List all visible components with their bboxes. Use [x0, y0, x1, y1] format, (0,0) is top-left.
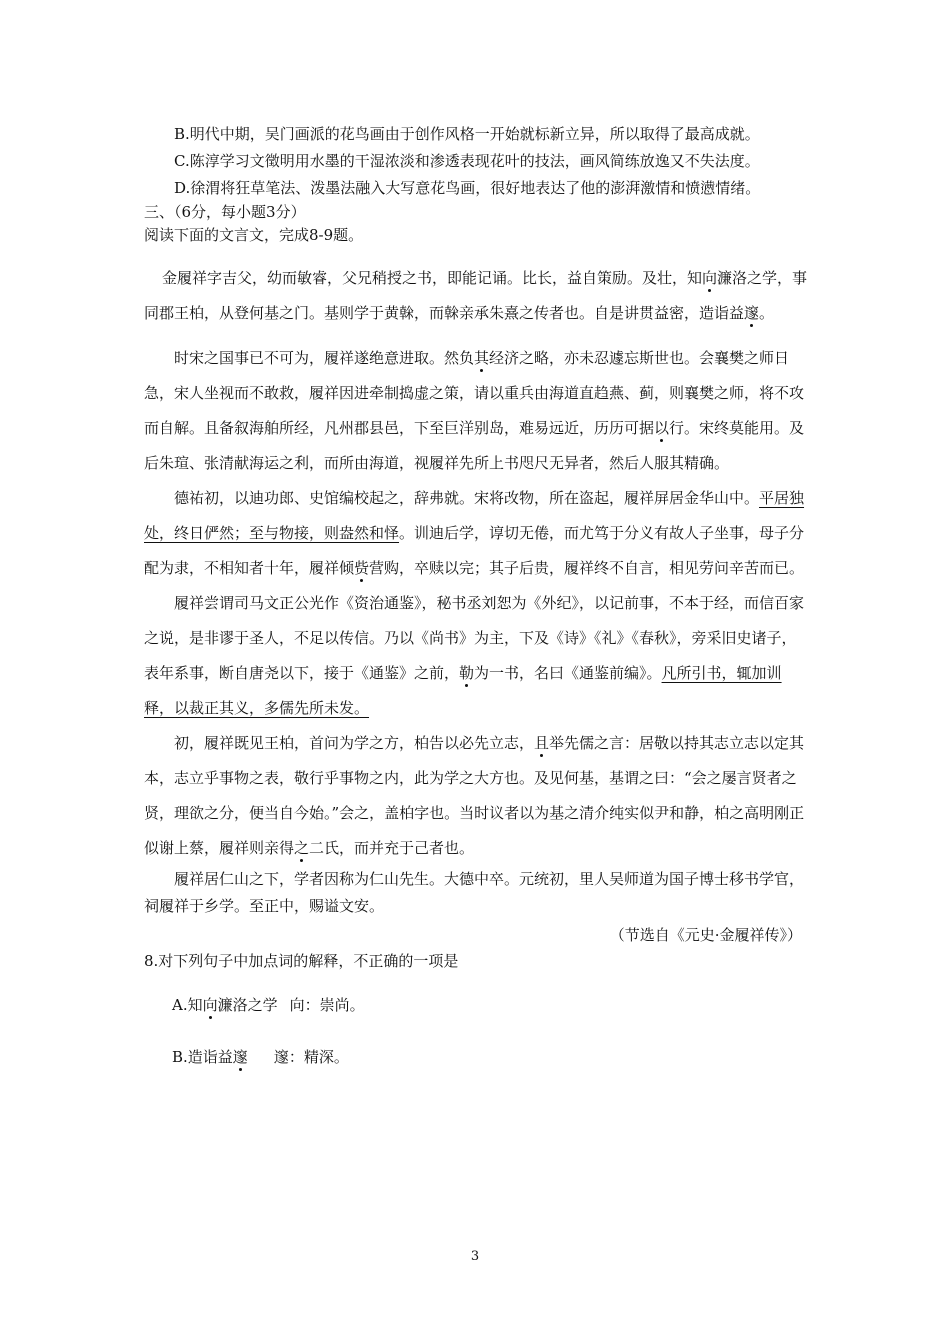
source-citation: （节选自《元史·金履祥传》）: [609, 926, 802, 944]
p2-text-c: 行。宋终莫能用。及后朱瑄、张清献海运之利，而所由海道，视履祥先所上书咫尺无异者，然后人服其精确。: [144, 419, 805, 472]
passage-paragraph-6: 履祥居仁山之下，学者因称为仁山先生。大德中卒。元统初，里人吴师道为国子博士移书学官，祠履祥于乡学。至正中，赐谥文安。: [144, 870, 805, 915]
dotted-word: 之: [294, 839, 310, 857]
underlined-sentence: 凡所引书，辄加训释，以裁正其义，多儒先所未发。: [144, 664, 782, 717]
passage-paragraph-1: [144, 261, 808, 331]
p5-text-b: 举先儒之言：居敬以持其志立志以定其本，志立乎事物之表，敬行乎事物之内，此为学之大方也。及见何基，基谓之曰：“会之屡言贤者之贤，理欲之分，便当自今始。”会之，盖柏字也。当时议者以为基之清介纯实似尹和静，柏之高明刚正似谢上蔡，履祥则亲得: [144, 734, 805, 857]
dotted-word: 其: [474, 349, 490, 367]
option-b: B.明代中期，吴门画派的花鸟画由于创作风格一开始就标新立异，所以取得了最高成就。: [174, 125, 760, 143]
choice-a-post: 濂洛之学: [217, 996, 278, 1014]
page-number: 3: [470, 1249, 480, 1264]
option-d: D.徐渭将狂草笔法、泼墨法融入大写意花鸟画，很好地表达了他的澎湃激情和愤懑情绪。: [174, 179, 761, 197]
passage-paragraph-4: [144, 586, 808, 726]
p4-text-b: 为一书，名曰《通鉴前编》。: [474, 664, 662, 682]
question-8-stem: 8.对下列句子中加点词的解释，不正确的一项是: [144, 952, 459, 970]
dotted-word: 勒: [459, 664, 475, 682]
p3-text-c: 营购，卒赎以完；其子后贵，履祥终不自言，相见劳问辛苦而已。: [369, 559, 805, 577]
choice-b-pre: B.造诣益: [172, 1048, 233, 1066]
p2-text-b: 经济之略，亦未忍遽忘斯世也。会襄樊之师日急，宋人坐视而不敢救，履祥因进牵制捣虚之策，请以重兵由海道直趋燕、蓟，则襄樊之师，将不攻而自解。且备叙海舶所经，凡州郡县邑，下至巨洋别岛，难易远近，历历可据: [144, 349, 805, 437]
p3-text-b: 。训迪后学，谆切无倦，而尤笃于分义有故人子坐事，母子分配为隶，不相知者十年，履祥倾: [144, 524, 805, 577]
p5-text-c: 二氏，而并充于己者也。: [309, 839, 475, 857]
p2-text-a: 时宋之国事已不可为，履祥遂绝意进取。然负: [174, 349, 475, 367]
passage-paragraph-2: [144, 341, 808, 481]
option-c: C.陈淳学习文徵明用水墨的干湿浓淡和渗透表现花叶的技法，画风简练放逸又不失法度。: [174, 152, 760, 170]
p3-text-a: 德祐初，以迪功郎、史馆编校起之，辞弗就。宋将改物，所在盗起，履祥屏居金华山中。: [174, 489, 760, 507]
passage-paragraph-3: [144, 481, 808, 586]
dotted-word: 以: [654, 419, 670, 437]
section-heading: 三、（6分，每小题3分）: [144, 203, 306, 221]
passage-paragraph-5: [144, 726, 808, 866]
dotted-word: 向: [202, 996, 218, 1014]
dotted-word: 邃: [232, 1048, 248, 1066]
question-8-choice-a: [144, 990, 808, 1020]
underlined-sentence: 平居独处，终日俨然；至与物接，则盎然和怿: [144, 489, 805, 542]
dotted-word: 向: [702, 269, 718, 287]
p4-text-a: 履祥尝谓司马文正公光作《资治通鉴》，秘书丞刘恕为《外纪》，以记前事，不本于经，而信百家之说，是非谬于圣人，不足以传信。乃以《尚书》为主，下及《诗》《礼》《春秋》，旁采旧史诸子，表年系事，断自唐尧以下，接于《通鉴》之前，: [144, 594, 805, 682]
p1-text-c: 。: [759, 304, 775, 322]
page-content: [144, 122, 808, 1072]
dotted-word: 赀: [354, 559, 370, 577]
p1-text-b: 濂洛之学，事同郡王柏，从登何基之门。基则学于黄榦，而榦亲承朱熹之传者也。自是讲贯益密，造诣益: [144, 269, 808, 322]
p1-text-a: 金履祥字吉父，幼而敏睿，父兄稍授之书，即能记诵。比长，益自策励。及壮，知: [162, 269, 703, 287]
choice-a-gloss: 向：崇尚。: [289, 996, 365, 1014]
question-8-choice-b: [144, 1042, 808, 1072]
choice-a-pre: A.知: [172, 996, 203, 1014]
dotted-word: 且: [534, 734, 550, 752]
choice-b-gloss: 邃：精深。: [273, 1048, 349, 1066]
dotted-word: 邃: [744, 304, 760, 322]
section-instruction: 阅读下面的文言文，完成8-9题。: [144, 226, 364, 244]
p5-text-a: 初，履祥既见王柏，首问为学之方，柏告以必先立志，: [174, 734, 535, 752]
